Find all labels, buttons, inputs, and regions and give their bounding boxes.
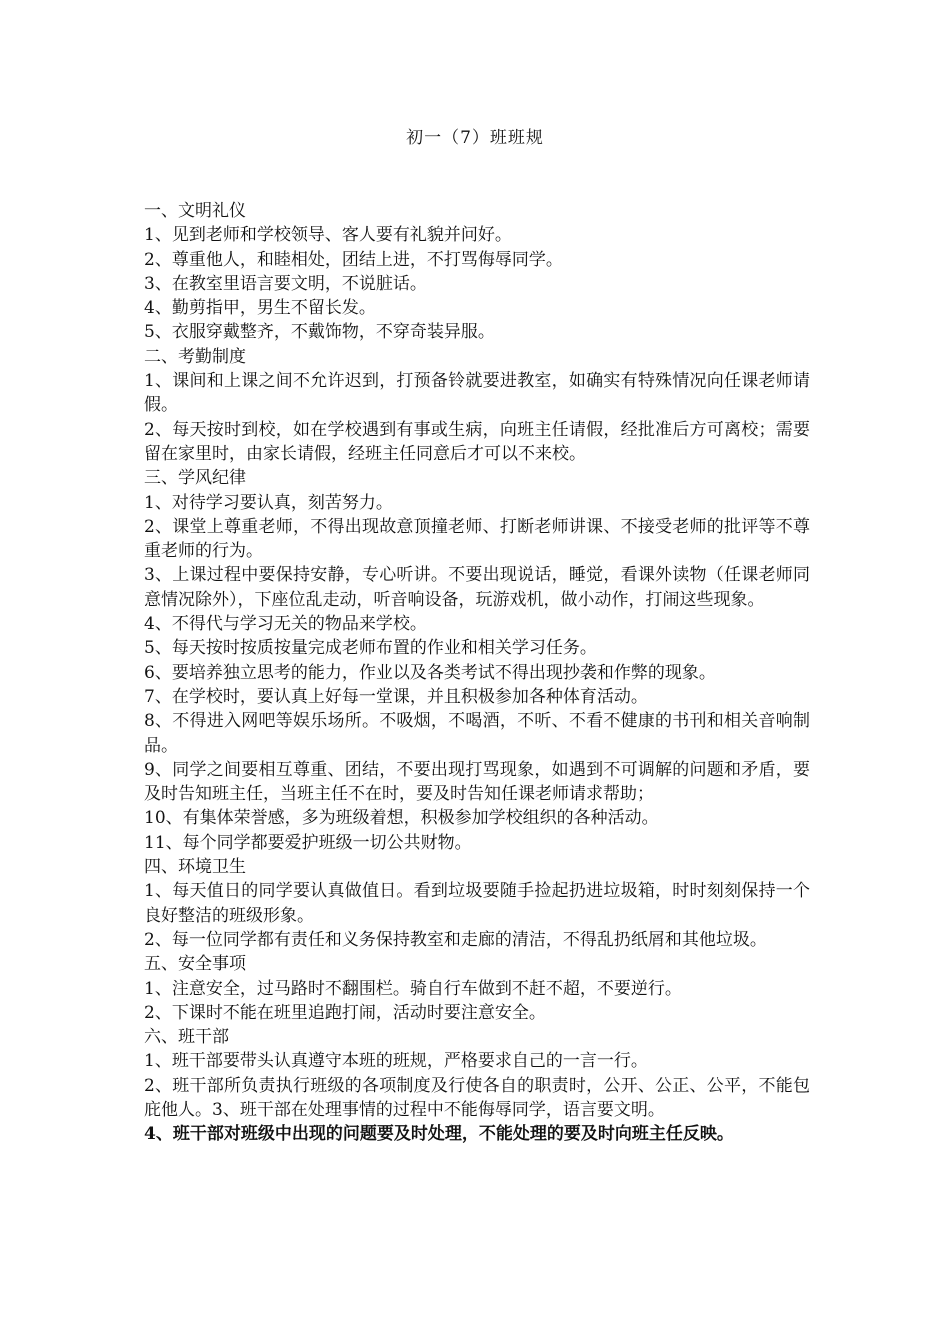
section-heading: 三、学风纪律	[144, 468, 246, 489]
rule-item: 1、每天值日的同学要认真做值日。看到垃圾要随手捡起扔进垃圾箱，时时刻刻保持一个良好整洁的班级形象。	[144, 881, 810, 926]
rule-item: 2、下课时不能在班里追跑打闹，活动时要注意安全。	[144, 1002, 546, 1023]
rule-item: 1、课间和上课之间不允许迟到，打预备铃就要进教室，如确实有特殊情况向任课老师请假。	[144, 371, 810, 416]
rule-item: 6、要培养独立思考的能力，作业以及各类考试不得出现抄袭和作弊的现象。	[144, 662, 716, 683]
rule-item: 1、见到老师和学校领导、客人要有礼貌并问好。	[144, 225, 512, 246]
section-heading: 一、文明礼仪	[144, 201, 246, 221]
rule-item: 11、每个同学都要爱护班级一切公共财物。	[144, 832, 472, 853]
rule-item: 8、不得进入网吧等娱乐场所。不吸烟，不喝酒，不听、不看不健康的书刊和相关音响制品。	[144, 711, 810, 756]
section-heading: 六、班干部	[144, 1027, 229, 1048]
rule-item: 5、衣服穿戴整齐，不戴饰物，不穿奇装异服。	[144, 322, 495, 343]
rule-item: 7、在学校时，要认真上好每一堂课，并且积极参加各种体育活动。	[144, 686, 648, 707]
rule-item: 3、在教室里语言要文明，不说脏话。	[144, 273, 427, 294]
rule-item: 9、同学之间要相互尊重、团结，不要出现打骂现象，如遇到不可调解的问题和矛盾，要及时告知班主任，当班主任不在时，要及时告知任课老师请求帮助；	[144, 759, 810, 805]
rule-item: 3、上课过程中要保持安静，专心听讲。不要出现说话，睡觉，看课外读物（任课老师同意情况除外），下座位乱走动，听音响设备，玩游戏机，做小动作，打闹这些现象。	[144, 565, 810, 610]
rule-item: 2、每天按时到校，如在学校遇到有事或生病，向班主任请假，经批准后方可离校；需要留在家里时，由家长请假，经班主任同意后才可以不来校。	[144, 419, 810, 464]
document-title: 初一（7）班班规	[406, 128, 544, 148]
rule-item: 2、每一位同学都有责任和义务保持教室和走廊的清洁，不得乱扔纸屑和其他垃圾。	[144, 929, 767, 950]
section-heading: 四、环境卫生	[144, 857, 246, 878]
document-body	[144, 199, 810, 1147]
section-heading: 二、考勤制度	[144, 346, 246, 367]
rule-item: 2、课堂上尊重老师，不得出现故意顶撞老师、打断老师讲课、不接受老师的批评等不尊重老师的行为。	[144, 516, 810, 562]
rule-item: 1、注意安全，过马路时不翻围栏。骑自行车做到不赶不超，不要逆行。	[144, 978, 682, 999]
section-heading: 五、安全事项	[144, 954, 246, 975]
rule-item: 4、不得代与学习无关的物品来学校。	[144, 614, 427, 635]
rule-item: 5、每天按时按质按量完成老师布置的作业和相关学习任务。	[144, 638, 597, 659]
rule-item: 4、勤剪指甲，男生不留长发。	[144, 298, 376, 319]
rule-item: 2、班干部所负责执行班级的各项制度及行使各自的职责时，公开、公正、公平，不能包庇他人。3、班干部在处理事情的过程中不能侮辱同学，语言要文明。	[144, 1075, 810, 1120]
rule-item: 2、尊重他人，和睦相处，团结上进，不打骂侮辱同学。	[144, 249, 563, 270]
rule-item: 4、班干部对班级中出现的问题要及时处理，不能处理的要及时向班主任反映。	[144, 1124, 734, 1145]
rule-item: 10、有集体荣誉感，多为班级着想，积极参加学校组织的各种活动。	[144, 808, 659, 829]
rule-item: 1、班干部要带头认真遵守本班的班规，严格要求自己的一言一行。	[144, 1051, 648, 1072]
rule-item: 1、对待学习要认真，刻苦努力。	[144, 492, 393, 513]
